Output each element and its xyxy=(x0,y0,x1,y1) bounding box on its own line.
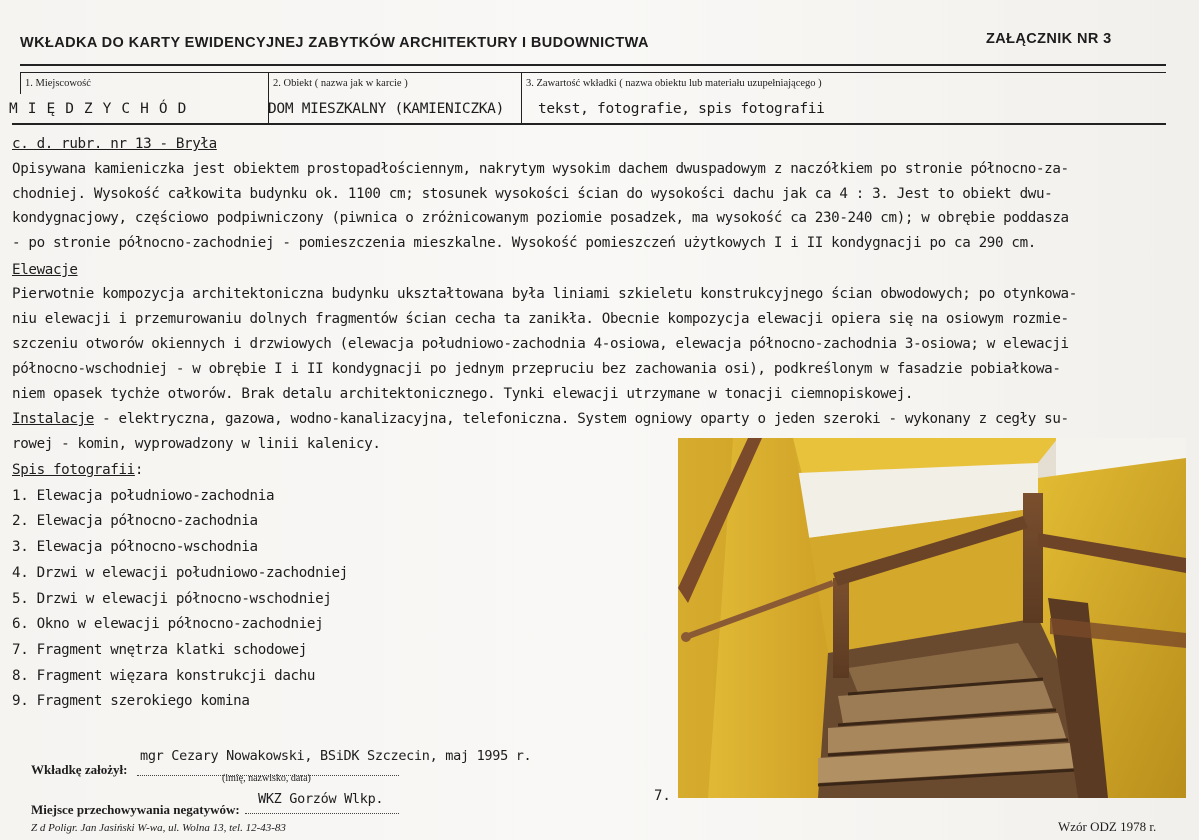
form-identifier: Wzór ODZ 1978 r. xyxy=(1058,819,1157,834)
section-heading: c. d. rubr. nr 13 - Bryła xyxy=(12,136,217,152)
object-label: 2. Obiekt ( nazwa jak w karcie ) xyxy=(273,78,408,89)
bryla-line: - po stronie północno-zachodniej - pomieszczenia mieszkalne. Wysokość pomieszczeń użytkowych I i II kondygnacji po ca 290 cm. xyxy=(12,235,1036,251)
contents-label: 3. Zawartość wkładki ( nazwa obiektu lub materiału uzupełniającego ) xyxy=(526,78,822,89)
contents-value: tekst, fotografie, spis fotografii xyxy=(538,101,825,117)
elewacje-line: Pierwotnie kompozycja architektoniczna budynku ukształtowana była liniami szkieletu konstrukcyjnego ścian obwodowych; po otynkowa- xyxy=(12,286,1077,302)
photo-number: 7. xyxy=(654,788,671,804)
photo-list-item: 3. Elewacja północno-wschodnia xyxy=(12,539,258,555)
elewacje-line: niem opasek tychże otworów. Brak detalu architektonicznego. Tynki elewacji utrzymane w tonacji ciemnopiskowej. xyxy=(12,386,914,402)
bryla-line: kondygnacjowy, częściowo podpiwniczony (piwnica o zróżnicowanym poziomie posadzek, ma wysokość ca 230-240 cm); w obrębie poddasza xyxy=(12,210,1069,226)
field-table-inner-rule xyxy=(20,72,1166,73)
locality-value: MIĘDZYCHÓD xyxy=(9,101,197,117)
instalacje-heading: Instalacje xyxy=(12,411,94,427)
object-value: DOM MIESZKALNY (KAMIENICZKA) xyxy=(268,101,505,117)
photo-list-item: 4. Drzwi w elewacji południowo-zachodniej xyxy=(12,565,348,581)
printer-imprint: Z d Poligr. Jan Jasiński W-wa, ul. Wolna 13, tel. 12-43-83 xyxy=(31,822,286,834)
photo-list-item: 6. Okno w elewacji północno-zachodniej xyxy=(12,616,324,632)
field-table-bottom-rule xyxy=(12,123,1166,125)
negatives-value: WKZ Gorzów Wlkp. xyxy=(258,791,384,807)
bryla-line: Opisywana kamieniczka jest obiektem prostopadłościennym, nakrytym wysokim dachem dwuspadowym z naczółkiem po stronie północno-za- xyxy=(12,161,1069,177)
elewacje-line: północno-wschodniej - w obrębie I i II kondygnacji po jednym przepruciu bez zachowania osi), podkreślonym w fasadzie pobiałkowa- xyxy=(12,361,1061,377)
founded-by-value: mgr Cezary Nowakowski, BSiDK Szczecin, maj 1995 r. xyxy=(140,748,532,764)
photo-list-heading: Spis fotografii xyxy=(12,462,135,478)
photo-list-item: 2. Elewacja północno-zachodnia xyxy=(12,513,258,529)
photo-list-colon: : xyxy=(134,462,144,478)
photo-list-heading-row xyxy=(12,462,143,478)
elewacje-line: niu elewacji i przemurowaniu dolnych fragmentów ścian cecha ta zanikła. Obecnie kompozycja elewacji opiera się na osiowym rozmie- xyxy=(12,311,1069,327)
instalacje-line: rowej - komin, wyprowadzony w linii kalenicy. xyxy=(12,436,381,452)
annex-number: ZAŁĄCZNIK NR 3 xyxy=(986,31,1112,47)
photo-list-item: 5. Drzwi w elewacji północno-wschodniej xyxy=(12,591,332,607)
locality-label: 1. Miejscowość xyxy=(25,78,91,89)
instalacje-text: - elektryczna, gazowa, wodno-kanalizacyjna, telefoniczna. System ogniowy oparty o jeden szeroki - wykonany z cegły su- xyxy=(93,411,1069,427)
staircase-photo xyxy=(678,438,1186,798)
document-title: WKŁADKA DO KARTY EWIDENCYJNEJ ZABYTKÓW ARCHITEKTURY I BUDOWNICTWA xyxy=(20,35,649,51)
elewacje-line: szczeniu otworów okiennych i drzwiowych (elewacja południowo-zachodnia 4-osiowa, elewacja północno-zachodnia 3-osiowa; w elewacji xyxy=(12,336,1069,352)
field-divider xyxy=(521,72,522,124)
bryla-line: chodniej. Wysokość całkowita budynku ok. 1100 cm; stosunek wysokości ścian do wysokości dachu jak ca 4 : 3. Jest to obiekt dwu- xyxy=(12,186,1053,202)
founded-by-caption: (imię, nazwisko, data) xyxy=(222,773,311,784)
founded-by-label: Wkładkę założył: xyxy=(31,762,128,777)
elewacje-heading: Elewacje xyxy=(12,262,78,278)
field-divider xyxy=(20,72,21,94)
photo-list-item: 8. Fragment więzara konstrukcji dachu xyxy=(12,668,316,684)
photo-list-item: 1. Elewacja południowo-zachodnia xyxy=(12,488,275,504)
instalacje-line xyxy=(12,411,1069,427)
negatives-dotted-line xyxy=(245,812,399,814)
photo-list-item: 9. Fragment szerokiego komina xyxy=(12,693,250,709)
photo-list-item: 7. Fragment wnętrza klatki schodowej xyxy=(12,642,307,658)
negatives-label: Miejsce przechowywania negatywów: xyxy=(31,802,240,817)
field-table-top-rule xyxy=(20,64,1166,66)
